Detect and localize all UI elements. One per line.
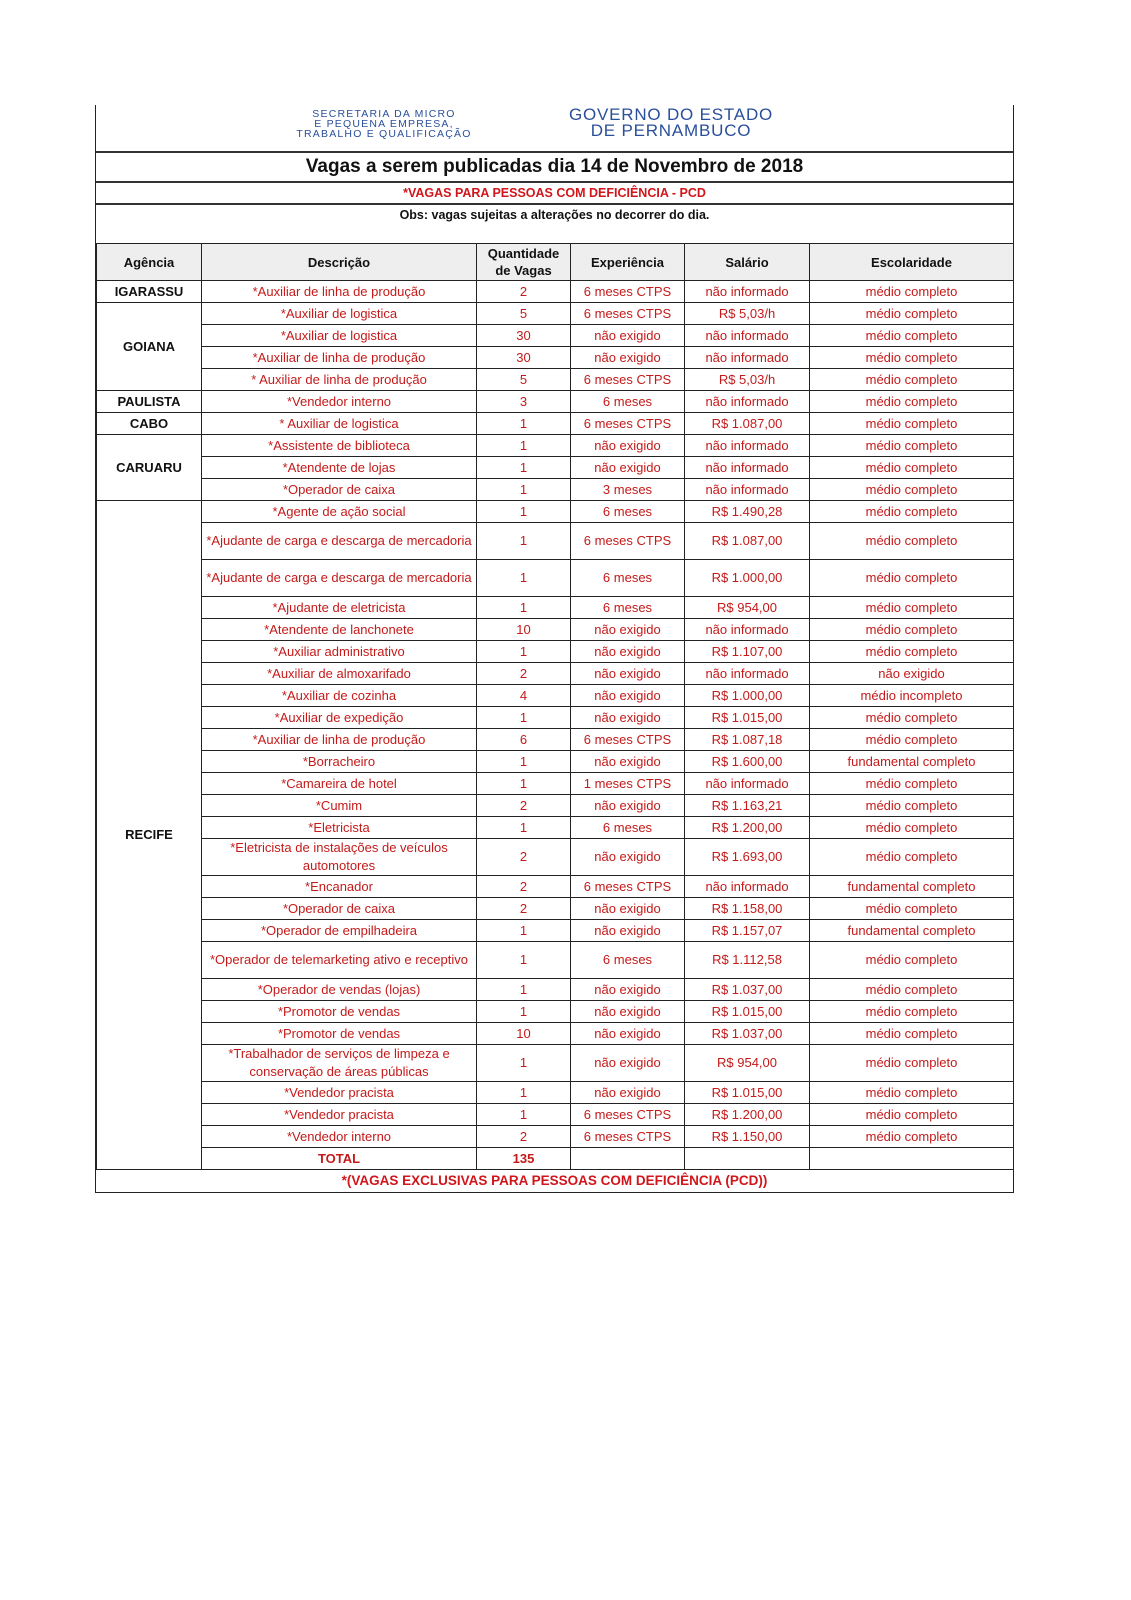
table-header-row (97, 244, 1014, 281)
quantidade-cell: 1 (477, 560, 571, 597)
salario-cell: R$ 1.000,00 (685, 685, 810, 707)
page-title: Vagas a serem publicadas dia 14 de Novembro de 2018 (96, 151, 1013, 181)
quantidade-cell: 2 (477, 795, 571, 817)
salario-cell: R$ 1.158,00 (685, 898, 810, 920)
quantidade-cell: 1 (477, 707, 571, 729)
salario-cell: não informado (685, 391, 810, 413)
quantidade-cell: 5 (477, 369, 571, 391)
experiencia-cell: 6 meses (571, 501, 685, 523)
salario-cell: R$ 1.693,00 (685, 839, 810, 876)
experiencia-cell: 6 meses (571, 560, 685, 597)
table-row (97, 898, 1014, 920)
experiencia-cell: não exigido (571, 1045, 685, 1082)
pcd-subtitle: *VAGAS PARA PESSOAS COM DEFICIÊNCIA - PCD (96, 181, 1013, 203)
descricao-cell: *Auxiliar de linha de produção (202, 281, 477, 303)
experiencia-cell: não exigido (571, 1082, 685, 1104)
empty-cell (685, 1148, 810, 1170)
experiencia-cell: não exigido (571, 707, 685, 729)
salario-cell: R$ 1.000,00 (685, 560, 810, 597)
obs-note: Obs: vagas sujeitas a alterações no decorrer do dia. (96, 203, 1013, 243)
quantidade-cell: 1 (477, 641, 571, 663)
quantidade-cell: 4 (477, 685, 571, 707)
quantidade-cell: 10 (477, 619, 571, 641)
table-row (97, 501, 1014, 523)
table-row (97, 325, 1014, 347)
experiencia-cell: não exigido (571, 325, 685, 347)
salario-cell: R$ 1.015,00 (685, 707, 810, 729)
escolaridade-cell: médio completo (810, 523, 1014, 560)
table-row (97, 560, 1014, 597)
table-row (97, 1045, 1014, 1082)
secretaria-line-3: TRABALHO E QUALIFICAÇÃO (296, 128, 472, 140)
salario-cell: R$ 5,03/h (685, 303, 810, 325)
col-header-experiencia: Experiência (571, 244, 685, 281)
governo-line-2: DE PERNAMBUCO (590, 121, 752, 140)
quantidade-cell: 2 (477, 663, 571, 685)
salario-cell: não informado (685, 347, 810, 369)
descricao-cell: *Camareira de hotel (202, 773, 477, 795)
vacancies-table (96, 243, 1014, 1170)
descricao-cell: *Auxiliar administrativo (202, 641, 477, 663)
escolaridade-cell: médio completo (810, 501, 1014, 523)
escolaridade-cell: médio completo (810, 479, 1014, 501)
descricao-cell: *Vendedor interno (202, 1126, 477, 1148)
total-value: 135 (477, 1148, 571, 1170)
table-row (97, 1126, 1014, 1148)
quantidade-cell: 1 (477, 942, 571, 979)
salario-cell: R$ 1.157,07 (685, 920, 810, 942)
quantidade-cell: 1 (477, 817, 571, 839)
salario-cell: não informado (685, 457, 810, 479)
salario-cell: R$ 1.200,00 (685, 1104, 810, 1126)
agency-cell: IGARASSU (97, 281, 202, 303)
table-row (97, 619, 1014, 641)
quantidade-cell: 1 (477, 751, 571, 773)
secretaria-line-2: E PEQUENA EMPRESA, (314, 118, 454, 130)
salario-cell: R$ 1.112,58 (685, 942, 810, 979)
secretaria-logo (264, 109, 504, 139)
escolaridade-cell: médio completo (810, 1023, 1014, 1045)
experiencia-cell: não exigido (571, 1001, 685, 1023)
descricao-cell: *Operador de telemarketing ativo e receptivo (202, 942, 477, 979)
table-row (97, 685, 1014, 707)
escolaridade-cell: médio completo (810, 435, 1014, 457)
experiencia-cell: não exigido (571, 457, 685, 479)
table-row (97, 817, 1014, 839)
quantidade-cell: 2 (477, 876, 571, 898)
escolaridade-cell: médio completo (810, 641, 1014, 663)
experiencia-cell: 6 meses CTPS (571, 369, 685, 391)
salario-cell: R$ 1.015,00 (685, 1082, 810, 1104)
salario-cell: R$ 5,03/h (685, 369, 810, 391)
descricao-cell: *Promotor de vendas (202, 1001, 477, 1023)
table-row (97, 391, 1014, 413)
descricao-cell: *Borracheiro (202, 751, 477, 773)
experiencia-cell: não exigido (571, 685, 685, 707)
table-row (97, 479, 1014, 501)
salario-cell: não informado (685, 876, 810, 898)
escolaridade-cell: médio completo (810, 347, 1014, 369)
descricao-cell: *Assistente de biblioteca (202, 435, 477, 457)
quantidade-cell: 2 (477, 281, 571, 303)
descricao-cell: *Agente de ação social (202, 501, 477, 523)
table-row (97, 920, 1014, 942)
escolaridade-cell: não exigido (810, 663, 1014, 685)
descricao-cell: *Auxiliar de almoxarifado (202, 663, 477, 685)
escolaridade-cell: fundamental completo (810, 876, 1014, 898)
secretaria-line-1: SECRETARIA DA MICRO (312, 108, 456, 120)
descricao-cell: *Eletricista (202, 817, 477, 839)
empty-cell (571, 1148, 685, 1170)
salario-cell: R$ 1.150,00 (685, 1126, 810, 1148)
quantidade-cell: 1 (477, 435, 571, 457)
quantidade-cell: 3 (477, 391, 571, 413)
table-row (97, 413, 1014, 435)
descricao-cell: *Operador de caixa (202, 479, 477, 501)
total-row (97, 1148, 1014, 1170)
footer-note: *(VAGAS EXCLUSIVAS PARA PESSOAS COM DEFICIÊNCIA (PCD)) (96, 1170, 1013, 1193)
experiencia-cell: 6 meses CTPS (571, 876, 685, 898)
escolaridade-cell: médio completo (810, 1045, 1014, 1082)
descricao-cell: *Auxiliar de expedição (202, 707, 477, 729)
quantidade-cell: 6 (477, 729, 571, 751)
quantidade-cell: 2 (477, 898, 571, 920)
escolaridade-cell: médio completo (810, 1126, 1014, 1148)
experiencia-cell: não exigido (571, 839, 685, 876)
empty-cell (810, 1148, 1014, 1170)
quantidade-cell: 2 (477, 839, 571, 876)
salario-cell: R$ 954,00 (685, 597, 810, 619)
salario-cell: R$ 1.087,00 (685, 523, 810, 560)
salario-cell: R$ 1.037,00 (685, 979, 810, 1001)
table-row (97, 839, 1014, 876)
salario-cell: R$ 1.037,00 (685, 1023, 810, 1045)
salario-cell: não informado (685, 619, 810, 641)
descricao-cell: *Atendente de lojas (202, 457, 477, 479)
table-row (97, 369, 1014, 391)
quantidade-cell: 1 (477, 413, 571, 435)
salario-cell: R$ 1.087,18 (685, 729, 810, 751)
descricao-cell: *Auxiliar de linha de produção (202, 347, 477, 369)
table-row (97, 876, 1014, 898)
escolaridade-cell: médio completo (810, 979, 1014, 1001)
escolaridade-cell: médio completo (810, 391, 1014, 413)
escolaridade-cell: médio completo (810, 817, 1014, 839)
escolaridade-cell: médio completo (810, 839, 1014, 876)
experiencia-cell: não exigido (571, 1023, 685, 1045)
experiencia-cell: 6 meses (571, 942, 685, 979)
descricao-cell: * Auxiliar de linha de produção (202, 369, 477, 391)
descricao-cell: *Promotor de vendas (202, 1023, 477, 1045)
agency-cell: CARUARU (97, 435, 202, 501)
escolaridade-cell: médio completo (810, 413, 1014, 435)
table-row (97, 707, 1014, 729)
table-row (97, 523, 1014, 560)
experiencia-cell: 6 meses CTPS (571, 523, 685, 560)
table-row (97, 1023, 1014, 1045)
experiencia-cell: 6 meses CTPS (571, 303, 685, 325)
descricao-cell: *Auxiliar de cozinha (202, 685, 477, 707)
salario-cell: não informado (685, 435, 810, 457)
descricao-cell: *Trabalhador de serviços de limpeza e conservação de áreas públicas (202, 1045, 477, 1082)
descricao-cell: *Auxiliar de logistica (202, 303, 477, 325)
table-row (97, 773, 1014, 795)
experiencia-cell: não exigido (571, 663, 685, 685)
table-row (97, 347, 1014, 369)
table-row (97, 942, 1014, 979)
table-body (97, 281, 1014, 1170)
salario-cell: R$ 1.015,00 (685, 1001, 810, 1023)
governo-line-1: GOVERNO DO ESTADO (568, 105, 774, 124)
salario-cell: não informado (685, 281, 810, 303)
descricao-cell: *Eletricista de instalações de veículos automotores (202, 839, 477, 876)
experiencia-cell: não exigido (571, 435, 685, 457)
total-label: TOTAL (202, 1148, 477, 1170)
table-row (97, 729, 1014, 751)
table-row (97, 663, 1014, 685)
salario-cell: R$ 1.087,00 (685, 413, 810, 435)
quantidade-cell: 1 (477, 597, 571, 619)
col-header-agencia: Agência (97, 244, 202, 281)
table-row (97, 1104, 1014, 1126)
descricao-cell: *Operador de caixa (202, 898, 477, 920)
experiencia-cell: 6 meses (571, 391, 685, 413)
col-header-quantidade: Quantidade de Vagas (477, 244, 571, 281)
escolaridade-cell: médio completo (810, 303, 1014, 325)
quantidade-cell: 2 (477, 1126, 571, 1148)
escolaridade-cell: fundamental completo (810, 920, 1014, 942)
table-row (97, 435, 1014, 457)
escolaridade-cell: médio completo (810, 729, 1014, 751)
escolaridade-cell: médio completo (810, 795, 1014, 817)
quantidade-cell: 10 (477, 1023, 571, 1045)
experiencia-cell: não exigido (571, 619, 685, 641)
table-row (97, 795, 1014, 817)
quantidade-cell: 1 (477, 479, 571, 501)
experiencia-cell: 3 meses (571, 479, 685, 501)
salario-cell: R$ 1.600,00 (685, 751, 810, 773)
escolaridade-cell: médio completo (810, 369, 1014, 391)
experiencia-cell: não exigido (571, 920, 685, 942)
escolaridade-cell: médio completo (810, 1104, 1014, 1126)
table-row (97, 597, 1014, 619)
escolaridade-cell: médio completo (810, 1001, 1014, 1023)
table-row (97, 641, 1014, 663)
escolaridade-cell: fundamental completo (810, 751, 1014, 773)
quantidade-cell: 1 (477, 773, 571, 795)
experiencia-cell: 6 meses CTPS (571, 1104, 685, 1126)
descricao-cell: * Auxiliar de logistica (202, 413, 477, 435)
quantidade-cell: 1 (477, 1045, 571, 1082)
escolaridade-cell: médio incompleto (810, 685, 1014, 707)
col-header-descricao: Descrição (202, 244, 477, 281)
salario-cell: não informado (685, 773, 810, 795)
descricao-cell: *Operador de empilhadeira (202, 920, 477, 942)
descricao-cell: *Ajudante de carga e descarga de mercadoria (202, 523, 477, 560)
quantidade-cell: 1 (477, 1082, 571, 1104)
escolaridade-cell: médio completo (810, 619, 1014, 641)
experiencia-cell: não exigido (571, 979, 685, 1001)
quantidade-cell: 1 (477, 1001, 571, 1023)
descricao-cell: *Cumim (202, 795, 477, 817)
quantidade-cell: 1 (477, 523, 571, 560)
experiencia-cell: não exigido (571, 751, 685, 773)
escolaridade-cell: médio completo (810, 942, 1014, 979)
quantidade-cell: 1 (477, 979, 571, 1001)
experiencia-cell: não exigido (571, 347, 685, 369)
descricao-cell: *Vendedor pracista (202, 1082, 477, 1104)
agency-cell: GOIANA (97, 303, 202, 391)
descricao-cell: *Ajudante de eletricista (202, 597, 477, 619)
experiencia-cell: 6 meses CTPS (571, 281, 685, 303)
table-row (97, 457, 1014, 479)
escolaridade-cell: médio completo (810, 325, 1014, 347)
governo-logo (531, 107, 811, 139)
salario-cell: R$ 954,00 (685, 1045, 810, 1082)
descricao-cell: *Atendente de lanchonete (202, 619, 477, 641)
quantidade-cell: 1 (477, 501, 571, 523)
col-header-salario: Salário (685, 244, 810, 281)
table-row (97, 979, 1014, 1001)
experiencia-cell: 6 meses CTPS (571, 729, 685, 751)
descricao-cell: *Operador de vendas (lojas) (202, 979, 477, 1001)
escolaridade-cell: médio completo (810, 560, 1014, 597)
salario-cell: R$ 1.200,00 (685, 817, 810, 839)
experiencia-cell: não exigido (571, 898, 685, 920)
descricao-cell: *Vendedor pracista (202, 1104, 477, 1126)
descricao-cell: *Vendedor interno (202, 391, 477, 413)
agency-cell: RECIFE (97, 501, 202, 1170)
document-frame (95, 105, 1014, 1193)
quantidade-cell: 30 (477, 347, 571, 369)
escolaridade-cell: médio completo (810, 707, 1014, 729)
escolaridade-cell: médio completo (810, 457, 1014, 479)
descricao-cell: *Ajudante de carga e descarga de mercadoria (202, 560, 477, 597)
escolaridade-cell: médio completo (810, 597, 1014, 619)
experiencia-cell: 1 meses CTPS (571, 773, 685, 795)
table-row (97, 1082, 1014, 1104)
quantidade-cell: 1 (477, 457, 571, 479)
agency-cell: CABO (97, 413, 202, 435)
experiencia-cell: não exigido (571, 641, 685, 663)
experiencia-cell: não exigido (571, 795, 685, 817)
table-row (97, 281, 1014, 303)
descricao-cell: *Auxiliar de logistica (202, 325, 477, 347)
quantidade-cell: 1 (477, 1104, 571, 1126)
logo-header (96, 105, 1013, 151)
salario-cell: R$ 1.490,28 (685, 501, 810, 523)
salario-cell: R$ 1.163,21 (685, 795, 810, 817)
experiencia-cell: 6 meses (571, 817, 685, 839)
table-row (97, 1001, 1014, 1023)
quantidade-cell: 5 (477, 303, 571, 325)
escolaridade-cell: médio completo (810, 773, 1014, 795)
experiencia-cell: 6 meses (571, 597, 685, 619)
salario-cell: não informado (685, 479, 810, 501)
escolaridade-cell: médio completo (810, 281, 1014, 303)
col-header-escolaridade: Escolaridade (810, 244, 1014, 281)
experiencia-cell: 6 meses CTPS (571, 413, 685, 435)
descricao-cell: *Encanador (202, 876, 477, 898)
salario-cell: não informado (685, 325, 810, 347)
salario-cell: não informado (685, 663, 810, 685)
quantidade-cell: 1 (477, 920, 571, 942)
escolaridade-cell: médio completo (810, 1082, 1014, 1104)
descricao-cell: *Auxiliar de linha de produção (202, 729, 477, 751)
quantidade-cell: 30 (477, 325, 571, 347)
salario-cell: R$ 1.107,00 (685, 641, 810, 663)
escolaridade-cell: médio completo (810, 898, 1014, 920)
experiencia-cell: 6 meses CTPS (571, 1126, 685, 1148)
table-row (97, 751, 1014, 773)
agency-cell: PAULISTA (97, 391, 202, 413)
table-row (97, 303, 1014, 325)
